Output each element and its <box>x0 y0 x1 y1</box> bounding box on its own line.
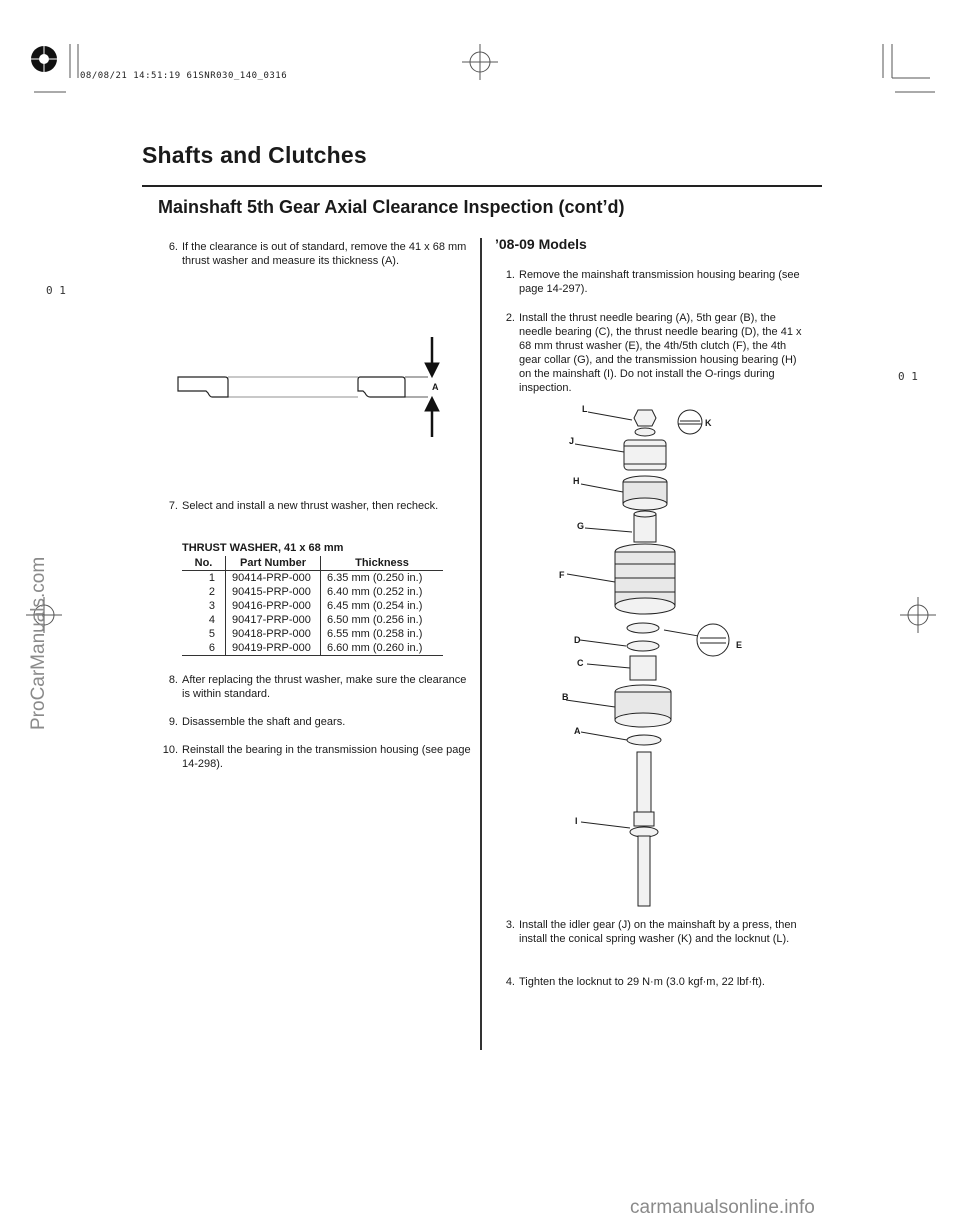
callout-a-shaft: A <box>574 726 581 736</box>
callout-e: E <box>736 640 743 650</box>
crosshair-target-icon <box>22 38 66 80</box>
table-row <box>182 613 443 627</box>
table-row <box>182 599 443 613</box>
cell-thickness: 6.35 mm (0.250 in.) <box>321 571 444 586</box>
cell-no: 3 <box>208 600 215 612</box>
thrust-washer-figure <box>170 335 460 440</box>
table-header-row <box>182 556 443 571</box>
callout-b: B <box>562 692 569 702</box>
cell-thickness: 6.60 mm (0.260 in.) <box>321 641 444 656</box>
step-number: 6. <box>168 241 178 253</box>
step-text: After replacing the thrust washer, make sure the clearance is within standard. <box>182 674 467 700</box>
procedure-title: Mainshaft 5th Gear Axial Clearance Inspection (cont’d) <box>158 197 625 217</box>
cell-part-number: 90414-PRP-000 <box>226 571 321 586</box>
table-row <box>182 627 443 641</box>
step-7 <box>158 499 458 529</box>
callout-a: A <box>432 382 439 392</box>
cell-part-number: 90417-PRP-000 <box>226 613 321 627</box>
print-stamp: 08/08/21 14:51:19 61SNR030_140_0316 <box>80 71 288 81</box>
cell-no: 4 <box>208 614 215 626</box>
watermark-left <box>28 556 49 730</box>
step-number: 9. <box>168 716 178 728</box>
cell-part-number: 90415-PRP-000 <box>226 585 321 599</box>
table-row <box>182 585 443 599</box>
step-text: Disassemble the shaft and gears. <box>182 716 346 728</box>
cell-thickness: 6.50 mm (0.256 in.) <box>321 613 444 627</box>
cell-part-number: 90419-PRP-000 <box>226 641 321 656</box>
cell-part-number: 90418-PRP-000 <box>226 627 321 641</box>
step-10 <box>158 743 471 773</box>
callout-l: L <box>582 404 588 414</box>
step-number: 3. <box>505 919 515 931</box>
mainshaft-exploded-figure <box>560 402 750 910</box>
step-text: If the clearance is out of standard, remove the 41 x 68 mm thrust washer and measure its thickness (A). <box>182 241 467 267</box>
table-caption: THRUST WASHER, 41 x 68 mm <box>182 542 344 554</box>
step-number: 8. <box>168 674 178 686</box>
column-header: Part Number <box>226 556 321 571</box>
step-1 <box>495 268 800 298</box>
callout-h: H <box>573 476 580 486</box>
step-4 <box>495 975 795 991</box>
step-number: 2. <box>505 312 515 324</box>
models-heading: ’08-09 Models <box>495 236 587 252</box>
step-number: 7. <box>168 500 178 512</box>
column-header: Thickness <box>321 556 444 571</box>
callout-i: I <box>575 816 578 826</box>
column-header: No. <box>194 557 213 569</box>
cell-part-number: 90416-PRP-000 <box>226 599 321 613</box>
step-9 <box>158 715 458 731</box>
table-row <box>182 641 443 656</box>
table-row <box>182 571 443 586</box>
thrust-washer-table <box>182 556 443 656</box>
callout-g: G <box>577 521 585 531</box>
margin-mark-left: 0 1 <box>46 284 66 297</box>
margin-mark-right: 0 1 <box>898 370 918 383</box>
cell-no: 2 <box>208 586 215 598</box>
step-2 <box>495 311 802 397</box>
watermark-bottom: carmanualsonline.info <box>630 1197 815 1218</box>
step-number: 10. <box>162 744 178 756</box>
cell-thickness: 6.55 mm (0.258 in.) <box>321 627 444 641</box>
title-divider <box>142 185 822 187</box>
step-text: Select and install a new thrust washer, then recheck. <box>182 500 439 512</box>
step-text: Remove the mainshaft transmission housing bearing (see page 14-297). <box>519 269 800 295</box>
callout-d: D <box>574 635 581 645</box>
watermark-left-text: ProCarManuals.com <box>28 556 49 730</box>
step-text: Install the thrust needle bearing (A), 5th gear (B), the needle bearing (C), the thrust needle bearing (D), the 41 x 68 mm thrust washer (E), the 4th/5th clutch (F), the 4th gear collar (G), and the transmission housing bearing (H) on the mainshaft (I). Do not install the O-rings during inspection. <box>519 312 802 394</box>
cell-no: 1 <box>208 572 215 584</box>
step-text: Reinstall the bearing in the transmission housing (see page 14-298). <box>182 744 471 770</box>
callout-j: J <box>569 436 575 446</box>
callout-c: C <box>577 658 584 668</box>
step-text: Install the idler gear (J) on the mainshaft by a press, then install the conical spring washer (K) and the locknut (L). <box>519 919 797 945</box>
cell-thickness: 6.45 mm (0.254 in.) <box>321 599 444 613</box>
callout-f: F <box>559 570 565 580</box>
step-3 <box>495 918 795 962</box>
cell-thickness: 6.40 mm (0.252 in.) <box>321 585 444 599</box>
page-title: Shafts and Clutches <box>142 142 367 168</box>
cell-no: 5 <box>208 628 215 640</box>
step-8 <box>158 673 467 703</box>
column-divider <box>480 238 482 1050</box>
step-number: 4. <box>505 976 515 988</box>
step-6 <box>158 240 467 284</box>
callout-k: K <box>705 418 712 428</box>
cell-no: 6 <box>208 642 215 654</box>
step-number: 1. <box>505 269 515 281</box>
step-text: Tighten the locknut to 29 N·m (3.0 kgf·m, 22 lbf·ft). <box>519 976 765 988</box>
